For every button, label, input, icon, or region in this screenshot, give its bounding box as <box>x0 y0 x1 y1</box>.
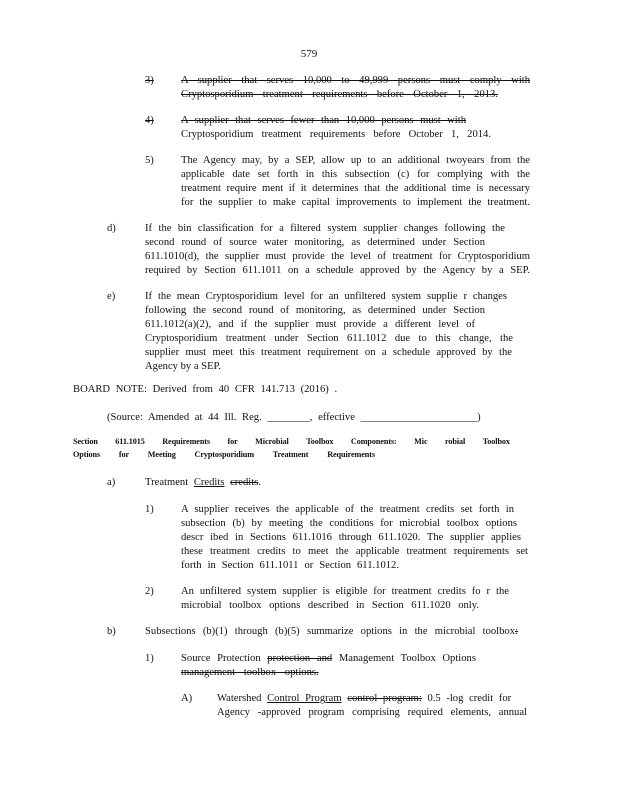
item-e-line-1: If the mean Cryptosporidium level for an unfiltered system supplie r changes <box>145 291 507 302</box>
source-line <box>107 411 481 425</box>
heading-word: Toolbox <box>306 437 334 446</box>
item-d-line-2: second round of source water monitoring, as determined under Section <box>145 237 485 248</box>
heading-word: Cryptosporidium <box>194 450 254 459</box>
sub-b1-A-marker: A) <box>181 693 193 704</box>
sub-b1-line-1 <box>181 652 476 666</box>
sub-a-item-2-marker: 2) <box>145 586 154 597</box>
heading-word: Options <box>73 450 101 459</box>
sub-a-text-after: . <box>258 477 261 488</box>
sub-a-item-1-line-4: these treatment credits to meet the applicable treatment requirements set <box>181 546 528 557</box>
heading-word: Requirements <box>327 450 375 459</box>
heading-word: for <box>118 450 129 459</box>
heading-word: Section <box>73 437 98 446</box>
sub-b1-text-after: Management Toolbox Options <box>338 653 476 664</box>
board-note: BOARD NOTE: Derived from 40 CFR 141.713 (2016) . <box>73 384 338 395</box>
item-d-line-1: If the bin classification for a filtered system supplier changes following the <box>145 223 505 234</box>
item-4-line-2: Cryptosporidium treatment requirements before October 1, 2014. <box>181 129 491 140</box>
sub-a-item-1-marker: 1) <box>145 504 154 515</box>
item-e-line-3: 611.1012(a)(2), and if the supplier must provide a different level of <box>145 319 475 330</box>
item-e-line-6: Agency by a SEP. <box>145 361 221 372</box>
heading-word: for <box>227 437 238 446</box>
heading-word: Components: <box>350 437 397 446</box>
source-prefix: (Source: Amended at 44 Ill. Reg. <box>107 412 262 423</box>
item-3-line-1: A supplier that serves 10,000 to 49,999 persons must comply with <box>181 75 530 86</box>
source-blank-1: ________ <box>267 412 310 423</box>
item-e-line-4: Cryptosporidium treatment under Section 611.1012 due to this change, the <box>145 333 513 344</box>
heading-word: Mic <box>414 437 428 446</box>
item-5-line-1: The Agency may, by a SEP, allow up to an additional twoyears from the <box>181 155 530 166</box>
sub-a-item-2-line-1: An unfiltered system supplier is eligible for treatment credits fo r the <box>181 586 509 597</box>
page-number: 579 <box>300 48 318 60</box>
section-heading-line-2 <box>73 449 375 462</box>
item-3-line-2: Cryptosporidium treatment requirements before October 1, 2013. <box>181 89 498 100</box>
sub-a-item-2-line-2: microbial toolbox options described in Section 611.1020 only. <box>181 600 479 611</box>
sub-a-item-1-line-3: descr ibed in Sections 611.1016 through 611.1020. The supplier applies <box>181 532 521 543</box>
item-5-line-3: treatment require ment if it determines that the additional time is necessary <box>181 183 530 194</box>
item-e-line-5: supplier must meet this treatment requirement on a schedule approved by the <box>145 347 512 358</box>
sub-a-marker: a) <box>107 477 116 488</box>
sub-b1-text-before: Source Protection <box>181 653 261 664</box>
sub-a-item-1-line-1: A supplier receives the applicable of the treatment credits set forth in <box>181 504 514 515</box>
sub-a-item-1-line-5: forth in Section 611.1011 or Section 611.1012. <box>181 560 399 571</box>
heading-word: Toolbox <box>482 437 510 446</box>
item-5-line-4: for the supplier to make capital improvements to implement the treatment. <box>181 197 530 208</box>
sub-b1-A-deleted: control program: <box>347 693 422 704</box>
heading-word: robial <box>445 437 466 446</box>
sub-b1-line-2: management toolbox options. <box>181 667 319 678</box>
item-d-line-4: required by Section 611.1011 on a schedule approved by the Agency by a SEP. <box>145 265 530 276</box>
sub-a-inserted: Credits <box>193 477 225 488</box>
item-e-line-2: following the second round of monitoring, as determined under Section <box>145 305 485 316</box>
sub-b1-marker: 1) <box>145 653 154 664</box>
heading-word: 611.1015 <box>115 437 145 446</box>
sub-a-text-before: Treatment <box>145 477 189 488</box>
sub-a-deleted: credits <box>230 477 259 488</box>
heading-word: Treatment <box>272 450 309 459</box>
sub-b1-A-text-before: Watershed <box>217 693 262 704</box>
section-heading-line-1 <box>73 436 510 449</box>
sub-b1-A-inserted: Control Program <box>267 693 342 704</box>
source-blank-2: ______________________ <box>360 412 478 423</box>
sub-b1-A-line-1 <box>217 692 511 706</box>
sub-b1-A-line-2: Agency -approved program comprising required elements, annual <box>217 707 527 718</box>
item-3-marker: 3) <box>145 75 154 86</box>
item-d-marker: d) <box>107 223 116 234</box>
heading-word: Microbial <box>255 437 289 446</box>
sub-b-marker: b) <box>107 626 116 637</box>
sub-b-deleted: : <box>515 626 518 637</box>
sub-a-text <box>145 476 261 490</box>
item-4-line-1: A supplier that serves fewer than 10,000 persons must with <box>181 115 466 126</box>
heading-word: Meeting <box>147 450 176 459</box>
item-5-marker: 5) <box>145 155 154 166</box>
source-mid: , effective <box>309 412 355 423</box>
sub-b-text <box>145 625 530 639</box>
item-5-line-2: applicable date set forth in this subsection (c) for complying with the <box>181 169 530 180</box>
sub-b1-A-text-after: 0.5 -log credit for <box>427 693 512 704</box>
sub-b1-deleted: protection and <box>267 653 333 664</box>
item-e-marker: e) <box>107 291 116 302</box>
heading-word: Requirements <box>162 437 211 446</box>
item-4-marker: 4) <box>145 115 154 126</box>
source-suffix: ) <box>477 412 481 423</box>
sub-b-text-main: Subsections (b)(1) through (b)(5) summarize options in the microbial toolbox <box>145 626 515 637</box>
item-d-line-3: 611.1010(d), the supplier must provide the level of treatment for Cryptosporidium <box>145 251 530 262</box>
sub-a-item-1-line-2: subsection (b) by meeting the conditions for microbial toolbox options <box>181 518 517 529</box>
